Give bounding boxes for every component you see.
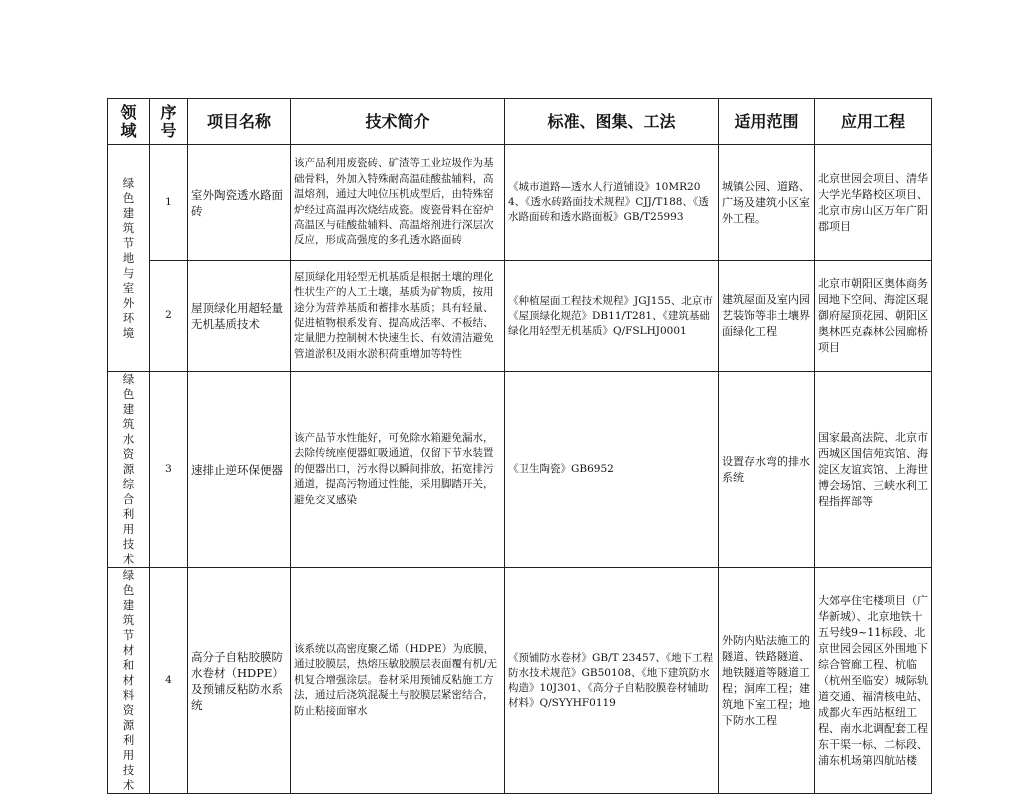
- application-cell: 北京世园会项目、清华大学光华路校区项目、北京市房山区万年广阳郡项目: [815, 145, 932, 261]
- table-row: [108, 261, 932, 372]
- index-cell: 2: [150, 261, 188, 372]
- index-cell: 1: [150, 145, 188, 261]
- application-cell: 大郊亭住宅楼项目（广华新城）、北京地铁十五号线9~11标段、北京世园会园区外围地下综合管廊工程、杭临（杭州至临安）城际轨道交通、福清核电站、成都火车西站枢纽工程、南水北调配套工程东干渠一标、二标段、浦东机场第四航站楼: [815, 568, 932, 794]
- table-row: [108, 145, 932, 261]
- standard-cell: 《卫生陶瓷》GB6952: [505, 372, 719, 568]
- name-cell: 室外陶瓷透水路面砖: [188, 145, 291, 261]
- header-index: 序号: [150, 99, 188, 145]
- standard-cell: 《城市道路—透水人行道铺设》10MR204、《透水砖路面技术规程》CJJ/T188、《透水路面砖和透水路面板》GB/T25993: [505, 145, 719, 261]
- standard-cell: 《预铺防水卷材》GB/T 23457、《地下工程防水技术规范》GB50108、《地下建筑防水构造》10J301、《高分子自粘胶膜卷材辅助材料》Q/SYYHF0119: [505, 568, 719, 794]
- header-domain: 领域: [108, 99, 150, 145]
- index-cell: 3: [150, 372, 188, 568]
- technology-table: [107, 98, 932, 794]
- domain-cell: 绿色建筑水资源综合利用技术: [108, 372, 150, 568]
- name-cell: 高分子自粘胶膜防水卷材（HDPE）及预铺反粘防水系统: [188, 568, 291, 794]
- scope-cell: 建筑屋面及室内园艺装饰等非土壤界面绿化工程: [719, 261, 815, 372]
- name-cell: 速排止逆环保便器: [188, 372, 291, 568]
- standard-cell: 《种植屋面工程技术规程》JGJ155、北京市《屋顶绿化规范》DB11/T281、《建筑基础绿化用轻型无机基质》Q/FSLHJ0001: [505, 261, 719, 372]
- header-scope: 适用范围: [719, 99, 815, 145]
- scope-cell: 外防内贴法施工的隧道、铁路隧道、地铁隧道等隧道工程；洞库工程；建筑地下室工程；地下防水工程: [719, 568, 815, 794]
- header-name: 项目名称: [188, 99, 291, 145]
- scope-cell: 设置存水弯的排水系统: [719, 372, 815, 568]
- header-tech: 技术简介: [291, 99, 505, 145]
- index-cell: 4: [150, 568, 188, 794]
- table-row: [108, 568, 932, 794]
- tech-cell: 该系统以高密度聚乙烯（HDPE）为底膜，通过胶膜层，热熔压敏胶膜层表面覆有机/无机复合增强涂层。卷材采用预铺反粘施工方法，通过后浇筑混凝土与胶膜层紧密结合，防止粘接面窜水: [291, 568, 505, 794]
- scope-cell: 城镇公园、道路、广场及建筑小区室外工程。: [719, 145, 815, 261]
- application-cell: 北京市朝阳区奥体商务园地下空间、海淀区琨御府屋顶花园、朝阳区奥林匹克森林公园廊桥项目: [815, 261, 932, 372]
- application-cell: 国家最高法院、北京市西城区国信苑宾馆、海淀区友谊宾馆、上海世博会场馆、三峡水利工程指挥部等: [815, 372, 932, 568]
- table-row: [108, 372, 932, 568]
- header-row: [108, 99, 932, 145]
- domain-cell: 绿色建筑节材和材料资源利用技术: [108, 568, 150, 794]
- tech-cell: 该产品节水性能好，可免除水箱避免漏水，去除传统座便器虹吸通道，仅留下节水装置的便器出口，污水得以瞬间排放，拓宽排污通道，提高污物通过性能，采用脚踏开关，避免交叉感染: [291, 372, 505, 568]
- tech-cell: 屋顶绿化用轻型无机基质是根据土壤的理化性状生产的人工土壤，基质为矿物质，按用途分为营养基质和蓄排水基质；具有轻量、促进植物根系发育、提高成活率、不板结、定量肥力控制树木快速生长、有效清洁避免管道淤积及雨水淤积荷重增加等特性: [291, 261, 505, 372]
- header-application: 应用工程: [815, 99, 932, 145]
- name-cell: 屋顶绿化用超轻量无机基质技术: [188, 261, 291, 372]
- tech-cell: 该产品利用废瓷砖、矿渣等工业垃圾作为基础骨料，外加入特殊耐高温硅酸盐辅料，高温熔剂，通过大吨位压机成型后，由特殊窑炉经过高温再次烧结成瓷。废瓷骨料在窑炉高温区与硅酸盐辅料、高温熔剂进行深层次反应，形成高强度的多孔透水路面砖: [291, 145, 505, 261]
- domain-cell: 绿色建筑节地与室外环境: [108, 145, 150, 372]
- header-standard: 标准、图集、工法: [505, 99, 719, 145]
